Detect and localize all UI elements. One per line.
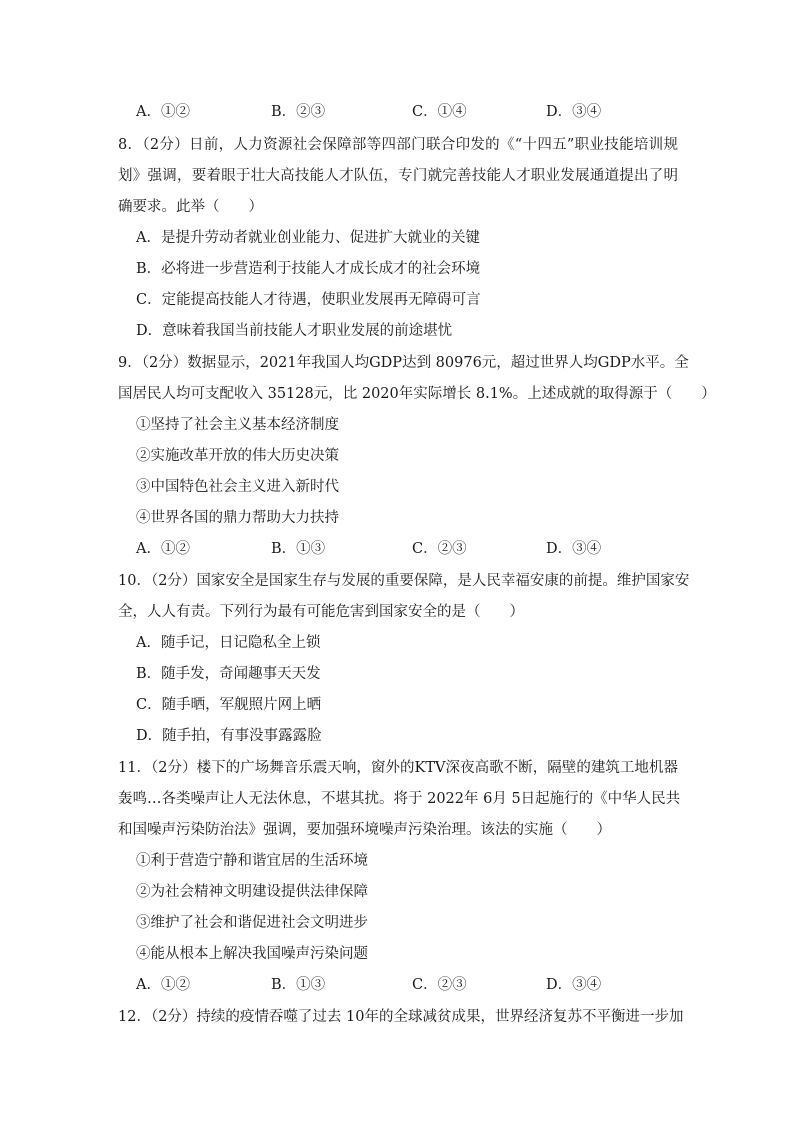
q9-choice-b[interactable]: B．①③ bbox=[271, 541, 326, 557]
q11-choice-c[interactable]: C．②③ bbox=[412, 977, 467, 993]
q10-option-b[interactable]: B．随手发，奇闻趣事天天发 bbox=[136, 666, 321, 682]
q8-option-a[interactable]: A．是提升劳动者就业创业能力、促进扩大就业的关键 bbox=[136, 230, 480, 246]
q11-choice-a[interactable]: A．①② bbox=[136, 977, 190, 993]
q10-stem-line-1: 10．（2分）国家安全是国家生存与发展的重要保障，是人民幸福安康的前提。维护国家安 bbox=[118, 573, 690, 589]
q10-option-c[interactable]: C．随手晒，军舰照片网上晒 bbox=[136, 697, 322, 713]
q9-statement-3: ③中国特色社会主义进入新时代 bbox=[136, 479, 339, 495]
q11-stem-line-3: 和国噪声污染防治法》强调，要加强环境噪声污染治理。该法的实施（ ） bbox=[118, 822, 611, 838]
q9-stem-line-1: 9．（2分）数据显示，2021年我国人均GDP达到 80976元，超过世界人均GDP水平。全 bbox=[118, 355, 689, 371]
q11-statement-1: ①利于营造宁静和谐宜居的生活环境 bbox=[136, 853, 368, 869]
q9-choice-a[interactable]: A．①② bbox=[136, 541, 190, 557]
q9-choice-c[interactable]: C．②③ bbox=[412, 541, 467, 557]
q7-choice-b[interactable]: B．②③ bbox=[271, 104, 326, 120]
q9-statement-2: ②实施改革开放的伟大历史决策 bbox=[136, 448, 339, 464]
q9-statement-1: ①坚持了社会主义基本经济制度 bbox=[136, 417, 339, 433]
q12-stem-line-1: 12．（2分）持续的疫情吞噬了过去 10年的全球减贫成果，世界经济复苏不平衡进一步加 bbox=[118, 1009, 684, 1025]
q8-option-c[interactable]: C．定能提高技能人才待遇，使职业发展再无障碍可言 bbox=[136, 292, 481, 308]
q11-stem-line-1: 11．（2分）楼下的广场舞音乐震天响，窗外的KTV深夜高歌不断，隔壁的建筑工地机器 bbox=[118, 760, 678, 776]
q11-choices bbox=[136, 975, 656, 995]
q7-choice-d[interactable]: D．③④ bbox=[546, 104, 602, 120]
q9-statement-4: ④世界各国的鼎力帮助大力扶持 bbox=[136, 510, 339, 526]
q8-stem-line-1: 8．（2分）日前，人力资源社会保障部等四部门联合印发的《“十四五”职业技能培训规 bbox=[118, 137, 678, 153]
q11-statement-4: ④能从根本上解决我国噪声污染问题 bbox=[136, 946, 368, 962]
q7-choice-c[interactable]: C．①④ bbox=[412, 104, 467, 120]
q8-stem-line-2: 划》强调，要着眼于壮大高技能人才队伍，专门就完善技能人才职业发展通道提出了明 bbox=[118, 168, 678, 184]
q8-option-b[interactable]: B．必将进一步营造利于技能人才成长成才的社会环境 bbox=[136, 261, 481, 277]
q8-option-d[interactable]: D．意味着我国当前技能人才职业发展的前途堪忧 bbox=[136, 323, 453, 339]
q9-stem-line-2: 国居民人均可支配收入 35128元，比 2020年实际增长 8.1%。上述成就的取得源于（ ） bbox=[118, 386, 716, 402]
q7-choices bbox=[136, 102, 656, 122]
q10-option-d[interactable]: D．随手拍，有事没事露露脸 bbox=[136, 728, 322, 744]
q9-choices bbox=[136, 539, 656, 559]
q11-choice-b[interactable]: B．①③ bbox=[271, 977, 326, 993]
q11-statement-3: ③维护了社会和谐促进社会文明进步 bbox=[136, 915, 368, 931]
q7-choice-a[interactable]: A．①② bbox=[136, 104, 190, 120]
q11-statement-2: ②为社会精神文明建设提供法律保障 bbox=[136, 884, 368, 900]
q11-choice-d[interactable]: D．③④ bbox=[546, 977, 602, 993]
q10-stem-line-2: 全，人人有责。下列行为最有可能危害到国家安全的是（ ） bbox=[118, 604, 524, 620]
q10-option-a[interactable]: A．随手记，日记隐私全上锁 bbox=[136, 635, 321, 651]
q9-choice-d[interactable]: D．③④ bbox=[546, 541, 602, 557]
q11-stem-line-2: 轰鸣…各类噪声让人无法休息，不堪其扰。将于 2022年 6月 5日起施行的《中华人民共 bbox=[118, 791, 681, 807]
q8-stem-line-3: 确要求。此举（ ） bbox=[118, 199, 263, 215]
